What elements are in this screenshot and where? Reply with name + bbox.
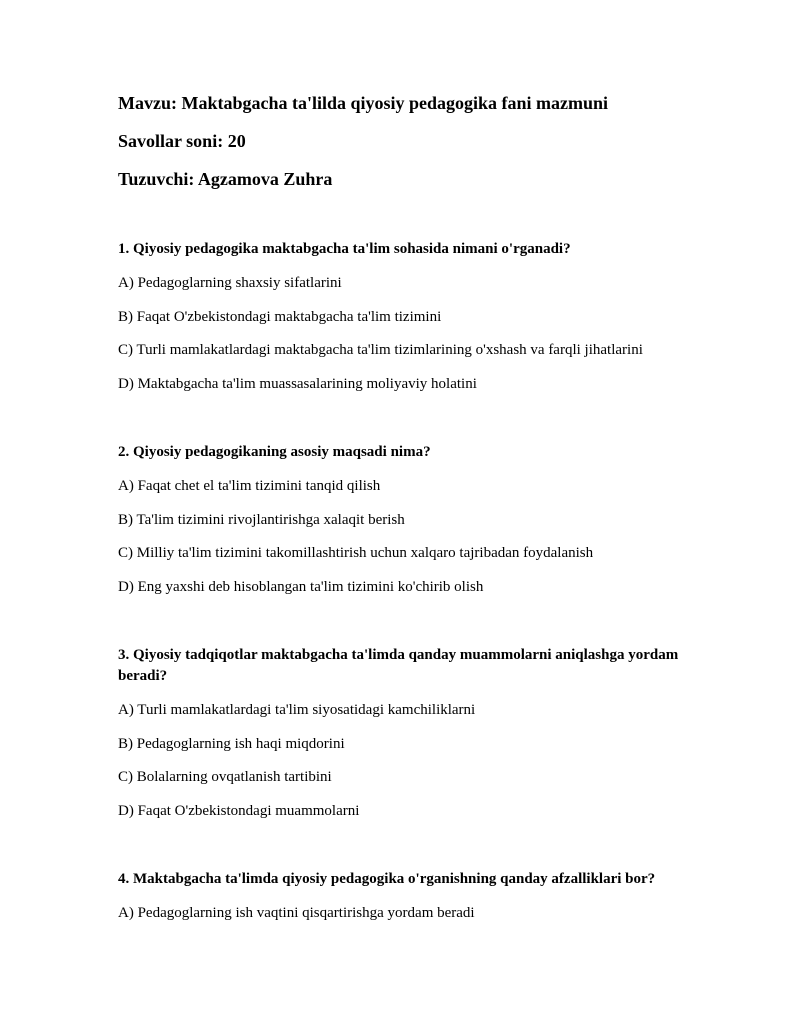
- question-count: Savollar soni: 20: [118, 131, 246, 151]
- answer-option: B) Pedagoglarning ish haqi miqdorini: [118, 735, 345, 752]
- author-line: Tuzuvchi: Agzamova Zuhra: [118, 169, 333, 189]
- answer-option: D) Eng yaxshi deb hisoblangan ta'lim tizimini ko'chirib olish: [118, 578, 484, 595]
- answer-option: D) Faqat O'zbekistondagi muammolarni: [118, 802, 360, 819]
- answer-option: C) Milliy ta'lim tizimini takomillashtirish uchun xalqaro tajribadan foydalanish: [118, 545, 594, 561]
- document-header: [118, 92, 608, 206]
- answer-option: B) Faqat O'zbekistondagi maktabgacha ta'lim tizimini: [118, 308, 442, 325]
- question-title: 1. Qiyosiy pedagogika maktabgacha ta'lim sohasida nimani o'rganadi?: [118, 241, 571, 257]
- answer-option: A) Faqat chet el ta'lim tizimini tanqid qilish: [118, 478, 381, 494]
- question-block: [118, 239, 698, 407]
- answer-option: C) Bolalarning ovqatlanish tartibini: [118, 769, 332, 785]
- answer-option: B) Ta'lim tizimini rivojlantirishga xalaqit berish: [118, 511, 405, 528]
- topic-heading: Mavzu: Maktabgacha ta'lilda qiyosiy pedagogika fani mazmuni: [118, 93, 609, 113]
- answer-option: D) Maktabgacha ta'lim muassasalarining moliyaviy holatini: [118, 375, 477, 392]
- answer-option: A) Pedagoglarning shaxsiy sifatlarini: [118, 275, 342, 291]
- question-title: 4. Maktabgacha ta'limda qiyosiy pedagogika o'rganishning qanday afzalliklari bor?: [118, 871, 656, 887]
- answer-option: A) Turli mamlakatlardagi ta'lim siyosatidagi kamchiliklarni: [118, 702, 476, 718]
- question-block: [118, 645, 698, 834]
- question-title: 3. Qiyosiy tadqiqotlar maktabgacha ta'limda qanday muammolarni aniqlashga yordam beradi?: [118, 647, 679, 684]
- question-block: [118, 869, 698, 937]
- question-title: 2. Qiyosiy pedagogikaning asosiy maqsadi nima?: [118, 444, 431, 460]
- question-block: [118, 442, 698, 610]
- answer-option: A) Pedagoglarning ish vaqtini qisqartirishga yordam beradi: [118, 905, 475, 921]
- answer-option: C) Turli mamlakatlardagi maktabgacha ta'lim tizimlarining o'xshash va farqli jihatlarini: [118, 342, 643, 358]
